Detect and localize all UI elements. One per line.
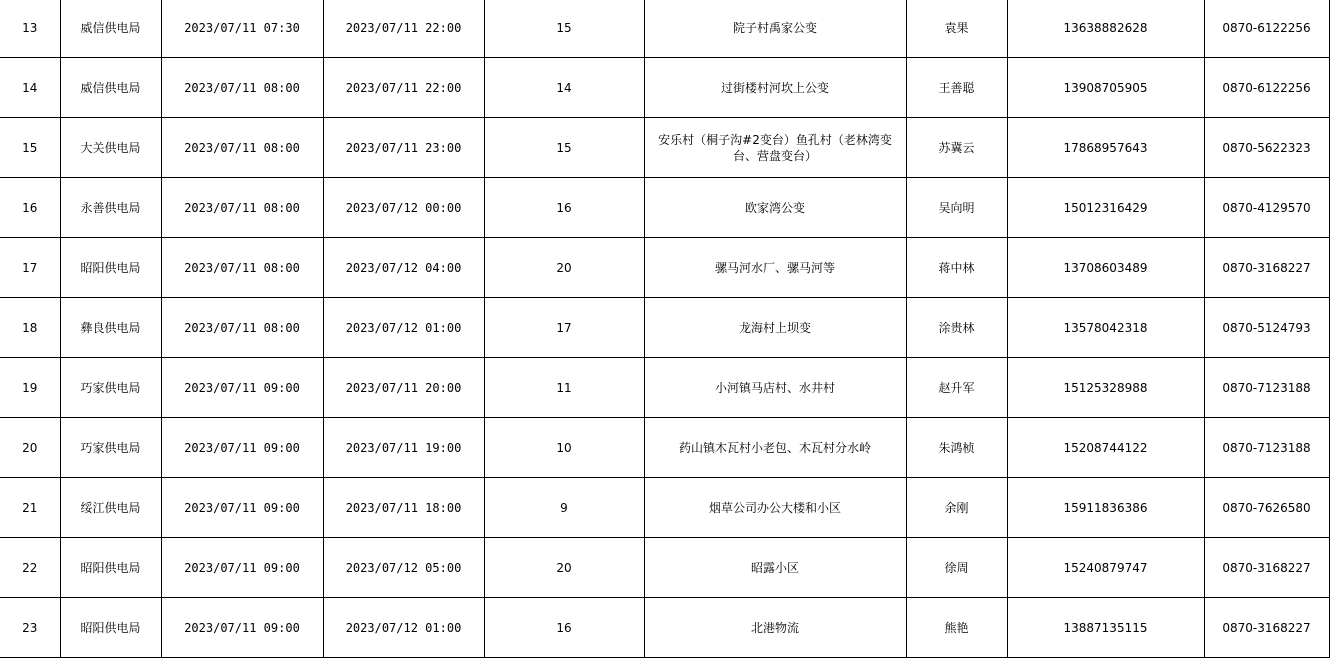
duration-hours: 9 <box>484 478 644 538</box>
outage-area: 龙海村上坝变 <box>644 298 906 358</box>
power-bureau: 巧家供电局 <box>60 418 161 478</box>
table-row <box>0 478 1329 538</box>
duration-hours: 11 <box>484 358 644 418</box>
start-time: 2023/07/11 09:00 <box>161 478 323 538</box>
outage-area: 院子村禹家公变 <box>644 0 906 58</box>
start-time: 2023/07/11 08:00 <box>161 58 323 118</box>
row-number: 15 <box>0 118 60 178</box>
contact-person: 徐周 <box>906 538 1007 598</box>
row-number: 19 <box>0 358 60 418</box>
outage-area: 药山镇木瓦村小老包、木瓦村分水岭 <box>644 418 906 478</box>
row-number: 22 <box>0 538 60 598</box>
mobile-number: 15125328988 <box>1007 358 1204 418</box>
office-phone: 0870-3168227 <box>1204 598 1329 658</box>
power-bureau: 昭阳供电局 <box>60 538 161 598</box>
end-time: 2023/07/11 19:00 <box>323 418 484 478</box>
table-row <box>0 0 1329 58</box>
power-bureau: 昭阳供电局 <box>60 598 161 658</box>
contact-person: 吴向明 <box>906 178 1007 238</box>
table-row <box>0 538 1329 598</box>
office-phone: 0870-7123188 <box>1204 418 1329 478</box>
table-row <box>0 298 1329 358</box>
duration-hours: 17 <box>484 298 644 358</box>
end-time: 2023/07/11 22:00 <box>323 58 484 118</box>
table-row <box>0 418 1329 478</box>
outage-area: 昭露小区 <box>644 538 906 598</box>
start-time: 2023/07/11 09:00 <box>161 418 323 478</box>
power-bureau: 巧家供电局 <box>60 358 161 418</box>
duration-hours: 20 <box>484 238 644 298</box>
mobile-number: 13908705905 <box>1007 58 1204 118</box>
end-time: 2023/07/12 01:00 <box>323 298 484 358</box>
mobile-number: 13578042318 <box>1007 298 1204 358</box>
contact-person: 蒋中林 <box>906 238 1007 298</box>
mobile-number: 13708603489 <box>1007 238 1204 298</box>
end-time: 2023/07/12 01:00 <box>323 598 484 658</box>
end-time: 2023/07/12 04:00 <box>323 238 484 298</box>
office-phone: 0870-6122256 <box>1204 58 1329 118</box>
start-time: 2023/07/11 09:00 <box>161 598 323 658</box>
power-bureau: 昭阳供电局 <box>60 238 161 298</box>
start-time: 2023/07/11 08:00 <box>161 178 323 238</box>
contact-person: 王善聪 <box>906 58 1007 118</box>
duration-hours: 16 <box>484 178 644 238</box>
duration-hours: 14 <box>484 58 644 118</box>
mobile-number: 17868957643 <box>1007 118 1204 178</box>
row-number: 21 <box>0 478 60 538</box>
office-phone: 0870-3168227 <box>1204 538 1329 598</box>
end-time: 2023/07/11 22:00 <box>323 0 484 58</box>
contact-person: 赵升军 <box>906 358 1007 418</box>
start-time: 2023/07/11 08:00 <box>161 238 323 298</box>
outage-area: 欧家湾公变 <box>644 178 906 238</box>
mobile-number: 13638882628 <box>1007 0 1204 58</box>
outage-area: 烟草公司办公大楼和小区 <box>644 478 906 538</box>
outage-area: 小河镇马店村、水井村 <box>644 358 906 418</box>
row-number: 20 <box>0 418 60 478</box>
end-time: 2023/07/11 20:00 <box>323 358 484 418</box>
duration-hours: 10 <box>484 418 644 478</box>
end-time: 2023/07/11 23:00 <box>323 118 484 178</box>
duration-hours: 15 <box>484 118 644 178</box>
power-bureau: 永善供电局 <box>60 178 161 238</box>
office-phone: 0870-4129570 <box>1204 178 1329 238</box>
duration-hours: 20 <box>484 538 644 598</box>
outage-area: 安乐村（桐子沟#2变台）鱼孔村（老林湾变台、营盘变台） <box>644 118 906 178</box>
table-row <box>0 358 1329 418</box>
row-number: 23 <box>0 598 60 658</box>
power-bureau: 绥江供电局 <box>60 478 161 538</box>
outage-area: 过街楼村河坎上公变 <box>644 58 906 118</box>
office-phone: 0870-3168227 <box>1204 238 1329 298</box>
office-phone: 0870-6122256 <box>1204 0 1329 58</box>
mobile-number: 15012316429 <box>1007 178 1204 238</box>
power-bureau: 大关供电局 <box>60 118 161 178</box>
office-phone: 0870-5622323 <box>1204 118 1329 178</box>
duration-hours: 15 <box>484 0 644 58</box>
row-number: 16 <box>0 178 60 238</box>
end-time: 2023/07/11 18:00 <box>323 478 484 538</box>
office-phone: 0870-5124793 <box>1204 298 1329 358</box>
contact-person: 熊艳 <box>906 598 1007 658</box>
power-bureau: 彝良供电局 <box>60 298 161 358</box>
end-time: 2023/07/12 05:00 <box>323 538 484 598</box>
start-time: 2023/07/11 07:30 <box>161 0 323 58</box>
contact-person: 苏冀云 <box>906 118 1007 178</box>
power-bureau: 威信供电局 <box>60 0 161 58</box>
duration-hours: 16 <box>484 598 644 658</box>
row-number: 14 <box>0 58 60 118</box>
end-time: 2023/07/12 00:00 <box>323 178 484 238</box>
row-number: 13 <box>0 0 60 58</box>
start-time: 2023/07/11 08:00 <box>161 298 323 358</box>
contact-person: 袁果 <box>906 0 1007 58</box>
office-phone: 0870-7123188 <box>1204 358 1329 418</box>
start-time: 2023/07/11 09:00 <box>161 358 323 418</box>
table-row <box>0 118 1329 178</box>
mobile-number: 15911836386 <box>1007 478 1204 538</box>
power-bureau: 威信供电局 <box>60 58 161 118</box>
mobile-number: 15240879747 <box>1007 538 1204 598</box>
row-number: 18 <box>0 298 60 358</box>
outage-area: 北港物流 <box>644 598 906 658</box>
table-row <box>0 598 1329 658</box>
office-phone: 0870-7626580 <box>1204 478 1329 538</box>
table-row <box>0 178 1329 238</box>
start-time: 2023/07/11 08:00 <box>161 118 323 178</box>
table-row <box>0 58 1329 118</box>
start-time: 2023/07/11 09:00 <box>161 538 323 598</box>
mobile-number: 13887135115 <box>1007 598 1204 658</box>
row-number: 17 <box>0 238 60 298</box>
contact-person: 涂贵林 <box>906 298 1007 358</box>
contact-person: 朱鸿桢 <box>906 418 1007 478</box>
mobile-number: 15208744122 <box>1007 418 1204 478</box>
contact-person: 余刚 <box>906 478 1007 538</box>
outage-area: 骡马河水厂、骡马河等 <box>644 238 906 298</box>
table-row <box>0 238 1329 298</box>
